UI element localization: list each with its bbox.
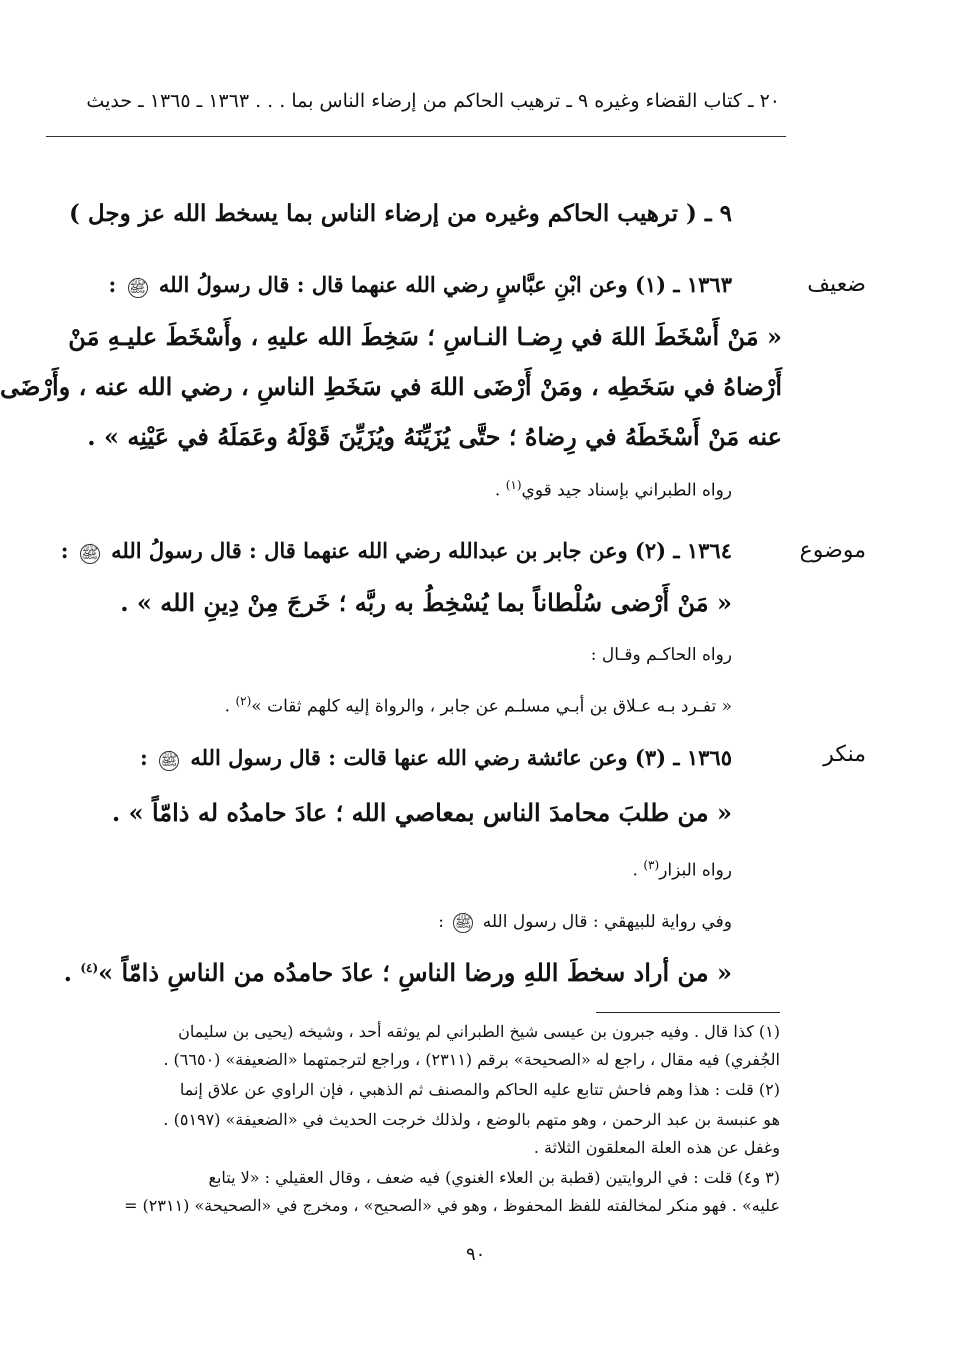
footnote-ref: (١)	[505, 478, 522, 492]
salawat-icon: ﷺ	[81, 546, 99, 562]
running-header: ٢٠ ـ كتاب القضاء وغيره ٩ ـ ترهيب الحاكم من إرضاء الناس بما . . . ١٣٦٣ ـ ١٣٦٥ ـ حديث	[86, 90, 780, 112]
hadith-matn-line: « مَنْ أَرْضى سُلْطاناً بما يُسْخِطُ به ربَّه ؛ خَرجَ مِنْ دِينِ الله » .	[120, 588, 732, 617]
salawat-icon: ﷺ	[129, 280, 146, 296]
hadith-grade: ضعيف	[807, 272, 866, 297]
hadith-number-line: ١٣٦٥ ـ (٣) وعن عائشة رضي الله عنها قالت : قال رسول الله ﷺ :	[139, 745, 732, 770]
footnote-ref: (٤)	[80, 961, 99, 975]
hadith-number-text: ١٣٦٤ ـ (٢) وعن جابر بن عبدالله رضي الله عنهما قال : قال رسولُ الله	[111, 538, 732, 563]
bayhaqi-intro: وفي رواية للبيهقي : قال رسول الله ﷺ :	[438, 912, 732, 932]
hadith-grade: منكر	[823, 742, 866, 767]
hadith-grade: موضوع	[799, 538, 866, 563]
footnote-divider	[596, 1012, 780, 1013]
footnote-line: الجُفري) فيه مقال ، راجع له «الصحيحة» برقم (٢٣١١) ، وراجع لترجمتهما «الضعيفة» (٦٦٥٠) .	[163, 1050, 780, 1069]
footnote-line: عليه» . فهو منكر لمخالفته للفظ المحفوظ ، وهو في «الصحيح» ، ومخرج في «الصحيحة» (٢٣١١) =	[124, 1196, 780, 1215]
footnote-line: (١) كذا قال . وفيه جبرون بن عيسى شيخ الطبراني لم يوثقه أحد ، وشيخه (يحيى بن سليمان	[178, 1022, 780, 1041]
hadith-source: رواه الطبراني بإسناد جيد قوي$^{(١)}$ .	[494, 478, 732, 501]
bayhaqi-matn: « من أراد سخطَ اللهِ ورضا الناسِ ؛ عادَ حامدُه من الناسِ ذامّاً »$^{(٤)}$ .	[63, 958, 732, 987]
salawat-icon: ﷺ	[160, 753, 178, 769]
hadith-matn-line: أَرْضاهُ في سَخَطِه ، ومَنْ أَرْضَى اللهَ في سَخَطِ الناسِ ، رضي الله عنه ، وأَرْضَى	[0, 372, 782, 401]
hadith-number-line: ١٣٦٣ ـ (١) وعن ابْنِ عبَّاسٍ رضي الله عنهما قال : قال رسولُ الله ﷺ :	[108, 272, 732, 297]
hadith-number-text: ١٣٦٣ ـ (١) وعن ابْنِ عبَّاسٍ رضي الله عنهما قال : قال رسولُ الله	[158, 272, 732, 297]
footnote-ref: (٢)	[235, 694, 252, 708]
page-number: ٩٠	[466, 1244, 486, 1265]
hadith-source: رواه البزار$^{(٣)}$ .	[632, 858, 732, 881]
hadith-number-text: ١٣٦٥ ـ (٣) وعن عائشة رضي الله عنها قالت : قال رسول الله	[190, 745, 732, 770]
hadith-source: رواه الحاكـم وقـال :	[590, 645, 732, 665]
footnote-line: (٣ و٤) قلت : في الروايتين (قطبة بن العلاء الغنوي) فيه ضعف ، وقال العقيلي : «لا يتابع	[208, 1168, 780, 1187]
footnote-ref: (٣)	[643, 858, 660, 872]
hadith-matn-line: « من طلبَ محامدَ الناس بمعاصي الله ؛ عادَ حامدُه له ذامّاً » .	[111, 798, 732, 827]
hadith-matn-line: عنه مَنْ أَسْخَطَهُ في رِضاهُ ؛ حتَّى يُزَيِّنَهُ ويُزَيِّنَ قَوْلَهُ وعَمَلَهُ في عَيْنِه » .	[87, 422, 782, 451]
hadith-matn-line: « مَنْ أَسْخَطَ اللهَ في رِضـا النـاسِ ؛ سَخِطَ الله عليهِ ، وأَسْخَطَ عليـهِ مَنْ	[68, 322, 782, 351]
hakim-quote: « تفـرد بـه عـلاق بن أبـي مسلـم عن جابر ، والرواة إليه كلهم ثقات »$^{(٢)}$ .	[224, 694, 732, 717]
footnote-line: وغفل عن هذه العلة المعلقون الثلاثة .	[533, 1138, 780, 1157]
chapter-title: ٩ ـ ( ترهيب الحاكم وغيره من إرضاء الناس بما يسخط الله عز وجل )	[69, 200, 732, 227]
hadith-number-line: ١٣٦٤ ـ (٢) وعن جابر بن عبدالله رضي الله عنهما قال : قال رسولُ الله ﷺ :	[60, 538, 732, 563]
footnote-line: (٢) قلت : هذا وهم فاحش تتابع عليه الحاكم والمصنف ثم الذهبي ، فإن الراوي عن علاق إنما	[179, 1080, 780, 1099]
salawat-icon: ﷺ	[454, 915, 472, 931]
header-divider	[46, 136, 786, 137]
footnote-line: هو عنبسة بن عبد الرحمن ، وهو متهم بالوضع ، ولذلك خرجت الحديث في «الضعيفة» (٥١٩٧) .	[163, 1110, 780, 1129]
